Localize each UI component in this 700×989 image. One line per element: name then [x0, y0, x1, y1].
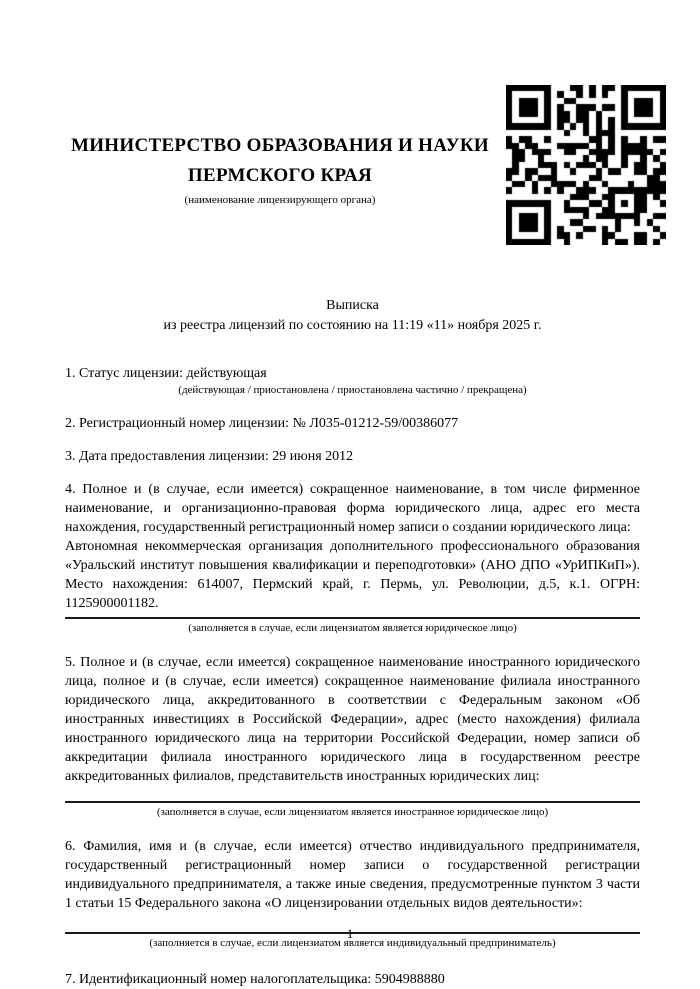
item-legal-entity-value: Автономная некоммерческая организация дополнительного профессионального образования «Уральский институт повышения квалификации и переподготовки» (АНО ДПО «УрИПКиП»). Место нахождения: 614007, Пермский край, г. Пермь, ул. Революции, д.5, к.1. ОГРН: 1125900001182.	[65, 539, 640, 611]
item-legal-entity-caption: (заполняется в случае, если лицензиатом является юридическое лицо)	[188, 622, 517, 634]
items-list	[65, 364, 640, 989]
item-license-status-text: 1. Статус лицензии: действующая	[65, 366, 267, 381]
field-rule	[65, 801, 640, 803]
document-title-line2: из реестра лицензий по состоянию на 11:19 «11» ноября 2025 г.	[163, 318, 542, 333]
item-license-status	[65, 364, 640, 398]
authority-name: МИНИСТЕРСТВО ОБРАЗОВАНИЯ И НАУКИ ПЕРМСКОГО КРАЯ	[70, 135, 490, 186]
item-registration-number-text: 2. Регистрационный номер лицензии: № Л035-01212-59/00386077	[65, 416, 459, 431]
licensing-authority-header	[65, 131, 495, 208]
item-foreign-entity-text: 5. Полное и (в случае, если имеется) сокращенное наименование иностранного юридического лица, полное и (в случае, если имеется) сокращенное наименование филиала иностранного юридического лица, аккредитованного в соответствии с Федеральным законом «Об иностранных инвестициях в Российской Федерации», адрес (место нахождения) филиала иностранного юридического лица на территории Российской Федерации, номер записи об аккредитации филиала иностранного юридического лица в государственном реестре аккредитованных филиалов, представительств иностранных юридических лиц:	[65, 655, 640, 784]
item-taxpayer-number-text: 7. Идентификационный номер налогоплательщика: 5904988880	[65, 972, 445, 987]
item-legal-entity-text: 4. Полное и (в случае, если имеется) сокращенное наименование, в том числе фирменное наименование, и организационно-правовая форма юридического лица, адрес его места нахождения, государственный регистрационный номер записи о создании юридического лица:	[65, 482, 640, 535]
page-number: 1	[346, 926, 354, 941]
authority-caption: (наименование лицензирующего органа)	[184, 194, 376, 206]
item-foreign-entity	[65, 653, 640, 820]
item-grant-date-text: 3. Дата предоставления лицензии: 29 июня 2012	[65, 449, 354, 464]
document-title	[65, 296, 640, 336]
item-taxpayer-number	[65, 970, 640, 989]
item-registration-number	[65, 414, 640, 433]
item-individual-entrepreneur-caption: (заполняется в случае, если лицензиатом является индивидуальный предприниматель)	[149, 937, 556, 949]
item-foreign-entity-caption: (заполняется в случае, если лицензиатом является иностранное юридическое лицо)	[156, 806, 549, 818]
item-license-status-caption: (действующая / приостановлена / приостановлена частично / прекращена)	[178, 384, 527, 396]
item-legal-entity	[65, 480, 640, 636]
item-grant-date	[65, 447, 640, 466]
field-rule	[65, 617, 640, 619]
document-title-line1: Выписка	[326, 298, 379, 313]
item-individual-entrepreneur-text: 6. Фамилия, имя и (в случае, если имеется) отчество индивидуального предпринимателя, государственный регистрационный номер записи о государственной регистрации индивидуального предпринимателя, а также иные сведения, предусмотренные пунктом 3 части 1 статьи 15 Федерального закона «О лицензировании отдельных видов деятельности»:	[65, 839, 640, 911]
document-content	[65, 0, 640, 989]
